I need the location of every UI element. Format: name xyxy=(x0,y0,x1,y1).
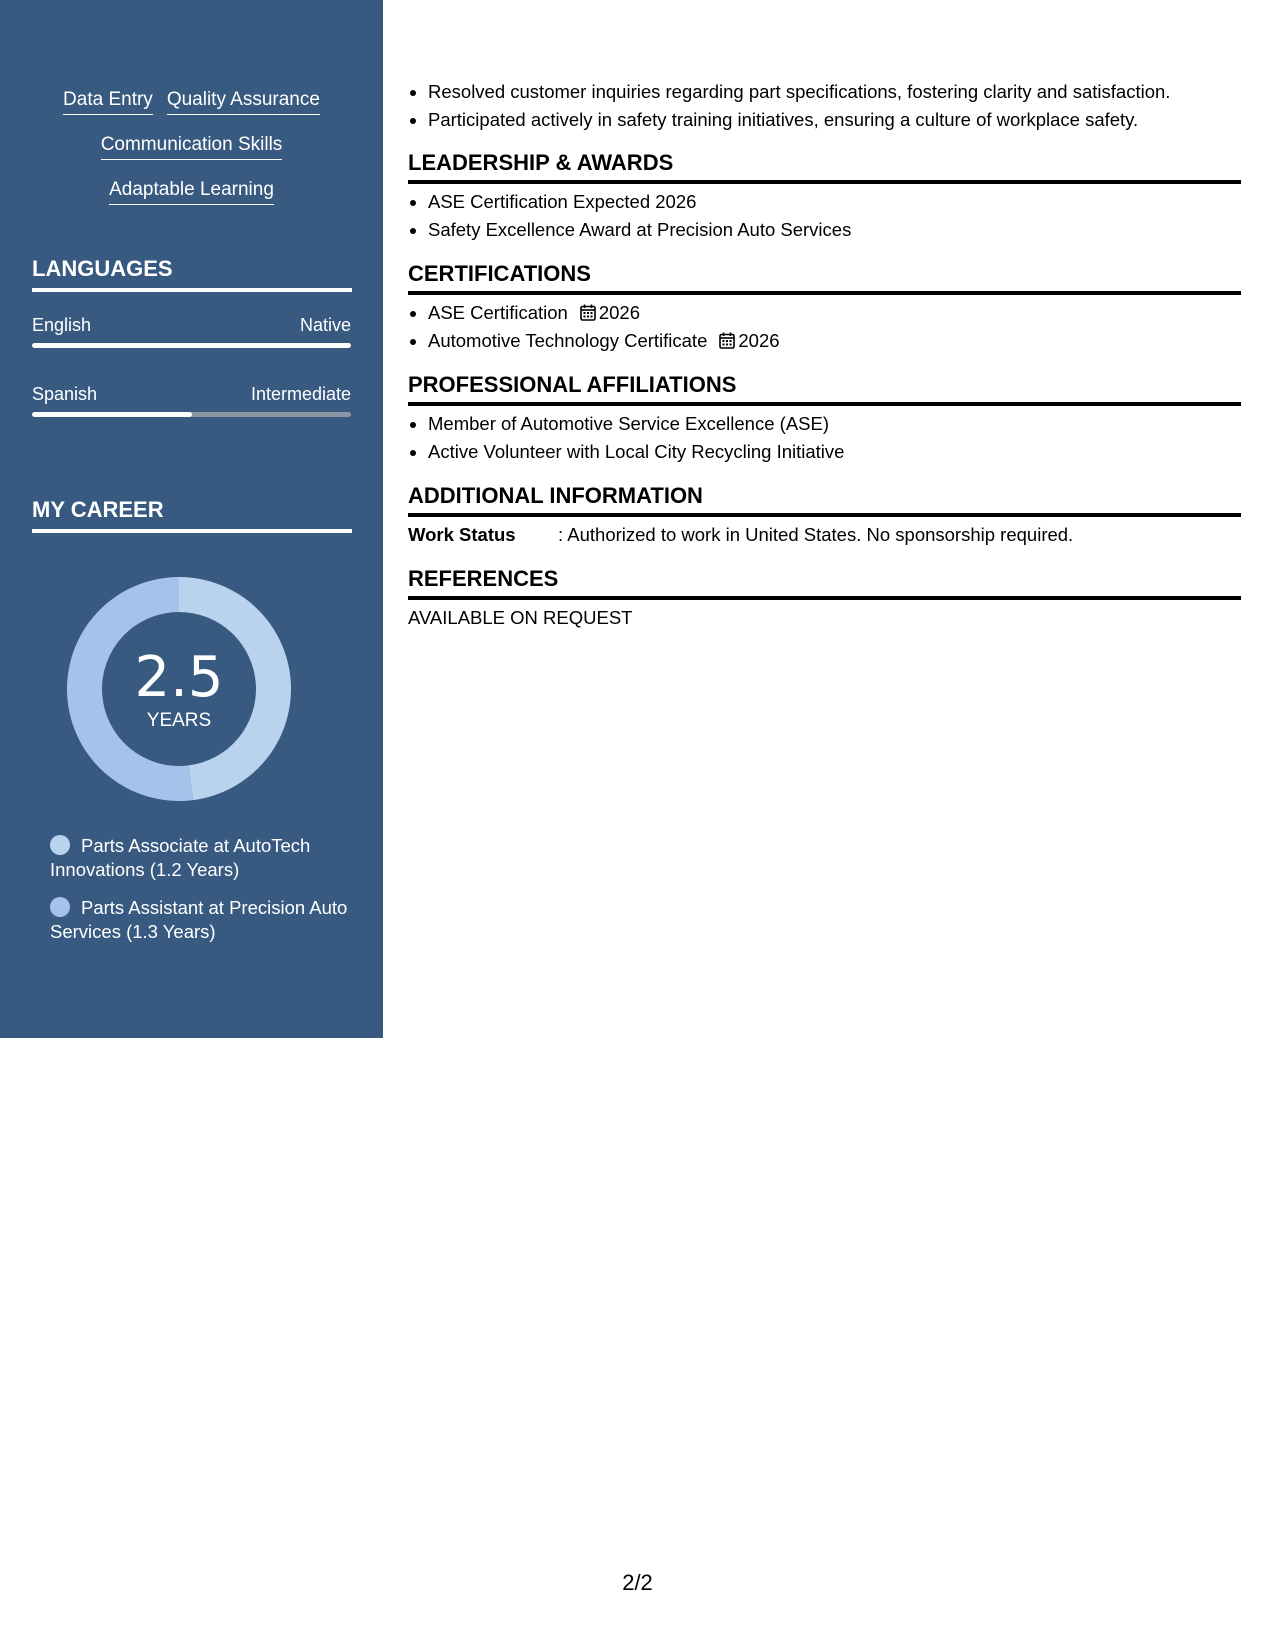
language-spanish xyxy=(32,383,351,405)
sidebar xyxy=(0,0,383,1038)
calendar-icon xyxy=(580,304,596,321)
bullet-list xyxy=(408,299,1241,355)
list-item: • Safety Excellence Award at Precision Auto Services xyxy=(428,216,1241,244)
calendar-icon xyxy=(719,332,735,349)
language-bar-english xyxy=(32,343,351,348)
career-item xyxy=(50,896,350,944)
career-item xyxy=(50,834,350,882)
skill-tag: Communication Skills xyxy=(101,133,283,160)
career-donut-center xyxy=(66,576,292,802)
skill-tag: Data Entry xyxy=(63,88,153,115)
career-total-value: 2.5 xyxy=(134,645,224,710)
skill-tag: Quality Assurance xyxy=(167,88,320,115)
affiliations-section xyxy=(408,372,1241,466)
list-item: • Resolved customer inquiries regarding part specifications, fostering clarity and satisfaction. xyxy=(428,78,1241,106)
section-heading: REFERENCES xyxy=(408,566,1241,600)
certification-year: 2026 xyxy=(738,330,780,351)
language-bar-fill xyxy=(32,412,192,417)
list-item xyxy=(428,327,1241,355)
bullet-list xyxy=(408,78,1241,134)
section-heading: LEADERSHIP & AWARDS xyxy=(408,150,1241,184)
language-bar-fill xyxy=(32,343,351,348)
section-heading: PROFESSIONAL AFFILIATIONS xyxy=(408,372,1241,406)
list-item xyxy=(428,299,1241,327)
language-level: Intermediate xyxy=(250,384,351,404)
language-english xyxy=(32,314,351,336)
certification-name: ASE Certification xyxy=(428,302,568,323)
certification-name: Automotive Technology Certificate xyxy=(428,330,708,351)
career-legend-dot xyxy=(50,897,70,917)
page-number: 2/2 xyxy=(622,1570,653,1595)
bullet-list xyxy=(408,188,1241,244)
work-status-value: : Authorized to work in United States. No sponsorship required. xyxy=(558,524,1074,545)
language-bar-spanish xyxy=(32,412,351,417)
career-heading: MY CAREER xyxy=(32,497,352,533)
career-item-text: Parts Associate at AutoTech Innovations (1.2 Years) xyxy=(50,835,311,880)
skills-row-2 xyxy=(0,133,383,160)
bullet-list xyxy=(408,410,1241,466)
experience-bullets xyxy=(408,78,1241,134)
list-item: • Participated actively in safety training initiatives, ensuring a culture of workplace safety. xyxy=(428,106,1241,134)
work-status-row xyxy=(408,521,1241,549)
additional-info-section xyxy=(408,483,1241,549)
language-level: Native xyxy=(299,315,351,335)
section-heading: ADDITIONAL INFORMATION xyxy=(408,483,1241,517)
language-name: Spanish xyxy=(32,384,98,404)
references-section xyxy=(408,566,1241,632)
list-item: • ASE Certification Expected 2026 xyxy=(428,188,1241,216)
leadership-section xyxy=(408,150,1241,244)
language-name: English xyxy=(32,315,92,335)
skill-tag: Adaptable Learning xyxy=(109,178,274,205)
section-heading: CERTIFICATIONS xyxy=(408,261,1241,295)
career-total-unit: YEARS xyxy=(146,710,212,731)
certification-year: 2026 xyxy=(598,302,640,323)
skills-row-3 xyxy=(0,178,383,205)
references-text: AVAILABLE ON REQUEST xyxy=(408,607,633,628)
certifications-section xyxy=(408,261,1241,355)
career-legend-dot xyxy=(50,835,70,855)
list-item: • Member of Automotive Service Excellence (ASE) xyxy=(428,410,1241,438)
list-item: • Active Volunteer with Local City Recycling Initiative xyxy=(428,438,1241,466)
skills-row-1 xyxy=(0,88,383,115)
career-item-text: Parts Assistant at Precision Auto Services (1.3 Years) xyxy=(50,897,348,942)
languages-heading: LANGUAGES xyxy=(32,256,352,292)
work-status-label: Work Status xyxy=(408,524,516,545)
